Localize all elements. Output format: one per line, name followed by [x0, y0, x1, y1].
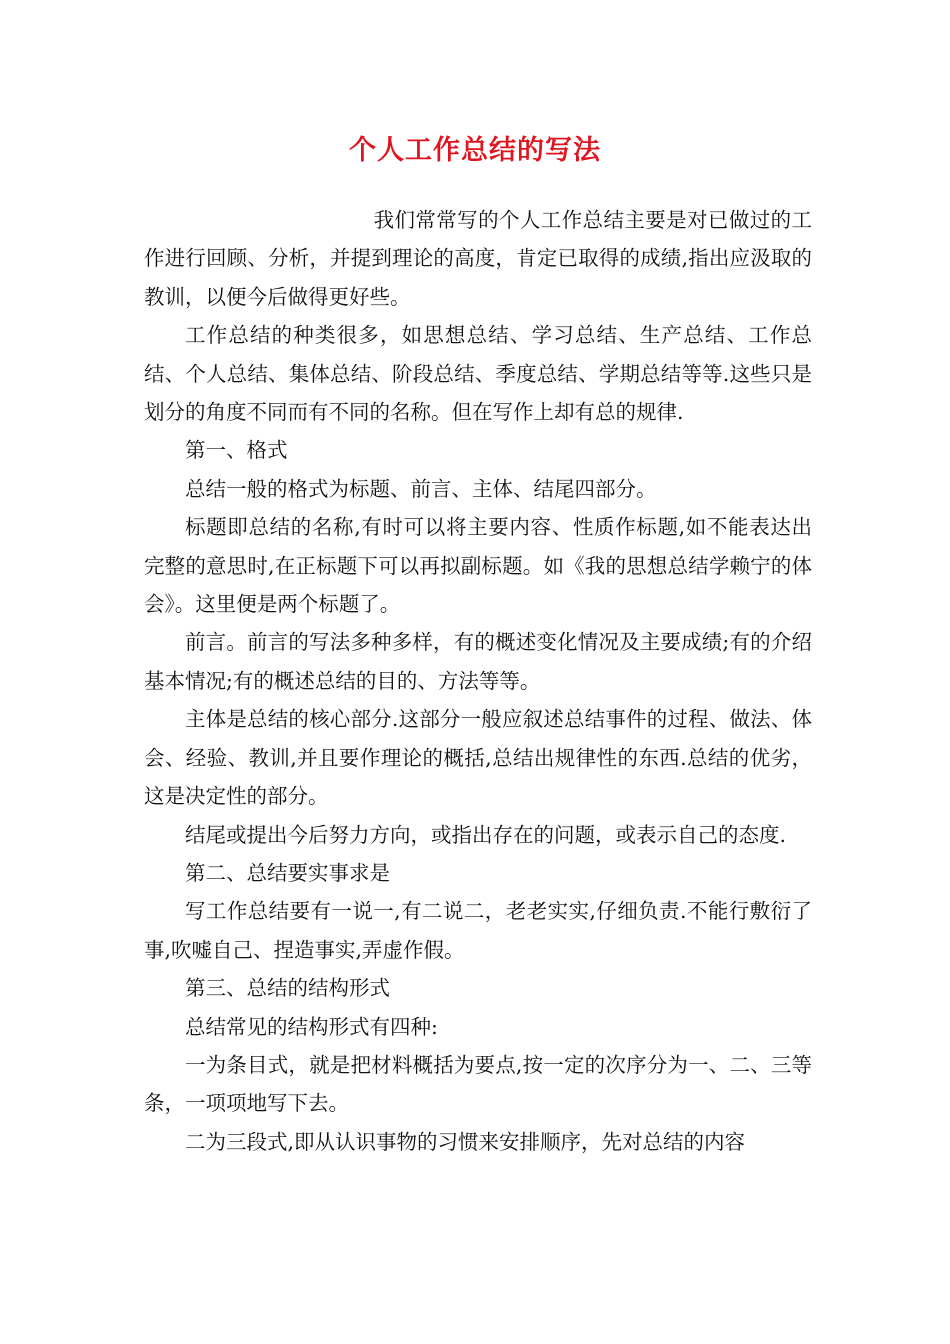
paragraph: 写工作总结要有一说一,有二说二，老老实实,仔细负责.不能行敷衍了事,吹嘘自己、捏造事实,弄虚作假。: [144, 899, 812, 962]
paragraph: 结尾或提出今后努力方向，或指出存在的问题，或表示自己的态度.: [185, 822, 787, 847]
paragraph: 工作总结的种类很多，如思想总结、学习总结、生产总结、工作总结、个人总结、集体总结、阶段总结、季度总结、学期总结等等.这些只是划分的角度不同而有不同的名称。但在写作上却有总的规律.: [144, 323, 812, 425]
paragraph: 我们常常写的个人工作总结主要是对已做过的工作进行回顾、分析，并提到理论的高度，肯定已取得的成绩,指出应汲取的教训，以便今后做得更好些。: [144, 208, 812, 309]
paragraph: 主体是总结的核心部分.这部分一般应叙述总结事件的过程、做法、体会、经验、教训,并且要作理论的概括,总结出规律性的东西.总结的优劣，这是决定性的部分。: [144, 707, 812, 809]
paragraph: 一为条目式，就是把材料概括为要点,按一定的次序分为一、二、三等条，一项项地写下去。: [144, 1052, 812, 1116]
section-heading: 第三、总结的结构形式: [185, 976, 390, 1001]
section-heading: 第一、格式: [185, 438, 288, 463]
paragraph: 二为三段式,即从认识事物的习惯来安排顺序，先对总结的内容: [185, 1129, 746, 1154]
paragraph: 总结常见的结构形式有四种:: [185, 1014, 438, 1039]
section-heading: 第二、总结要实事求是: [185, 860, 390, 885]
document-body: [144, 201, 812, 1161]
paragraph: 前言。前言的写法多种多样，有的概述变化情况及主要成绩;有的介绍基本情况;有的概述总结的目的、方法等等。: [144, 630, 812, 693]
document-title: 个人工作总结的写法: [349, 135, 601, 166]
paragraph: 标题即总结的名称,有时可以将主要内容、性质作标题,如不能表达出完整的意思时,在正标题下可以再拟副标题。如《我的思想总结学赖宁的体会》。这里便是两个标题了。: [144, 515, 812, 617]
paragraph: 总结一般的格式为标题、前言、主体、结尾四部分。: [185, 476, 657, 501]
